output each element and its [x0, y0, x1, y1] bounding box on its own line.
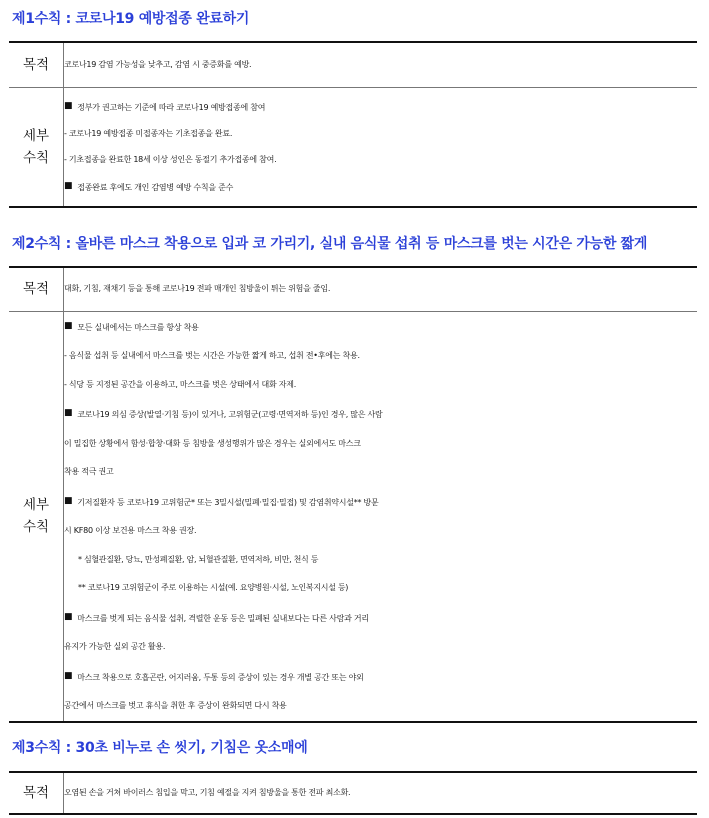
list-item: - 식당 등 지정된 공간을 이용하고, 마스크를 벗은 상태에서 대화 자제. [64, 379, 297, 389]
list-item: ■ 정부가 권고하는 기준에 따라 코로나19 예방접종에 참여 [64, 100, 266, 112]
list-item: 시 KF80 이상 보건용 마스크 착용 권장. [64, 526, 197, 535]
rule-3-heading: 제3수칙 : 30초 비누로 손 씻기, 기침은 옷소매에 [12, 740, 308, 756]
footnote: ** 코로나19 고위험군이 주로 이용하는 시설(예. 요양병원·시설, 노인복지시설 등) [78, 583, 349, 592]
list-item: ■ 코로나19 의심 증상(발열·기침 등)이 있거나, 고위험군(고령·면역저하 등)인 경우, 많은 사람 [64, 408, 383, 419]
bullet-icon: ■ [64, 100, 73, 111]
detail-row [9, 87, 697, 207]
detail-label: 세부 수칙 [9, 311, 64, 722]
bullet-icon: ■ [64, 180, 73, 191]
bullet-icon: ■ [64, 495, 73, 506]
rule-1-table [9, 41, 697, 208]
list-item: 착용 적극 권고 [64, 467, 114, 476]
purpose-label: 목적 [9, 772, 64, 814]
rule-3-table [9, 771, 697, 815]
list-item: ■ 마스크를 벗게 되는 음식물 섭취, 격렬한 운동 등은 밀폐된 실내보다는 다른 사람과 거리 [64, 611, 369, 623]
list-item: - 코로나19 예방접종 미접종자는 기초접종을 완료. [64, 128, 233, 138]
purpose-text: 오염된 손을 거쳐 바이러스 침입을 막고, 기침 예절을 지켜 침방울을 통한 전파 최소화. [64, 788, 351, 797]
detail-row [9, 311, 697, 722]
purpose-row [9, 772, 697, 814]
rule-1-heading: 제1수칙 : 코로나19 예방접종 완료하기 [12, 11, 250, 27]
bullet-icon: ■ [64, 408, 73, 418]
list-item: 이 밀집한 상황에서 함성·합창·대화 등 침방울 생성행위가 많은 경우는 실외에서도 마스크 [64, 438, 361, 448]
list-item: ■ 마스크 착용으로 호흡곤란, 어지러움, 두통 등의 증상이 있는 경우 개별 공간 또는 야외 [64, 670, 364, 682]
list-item: ■ 기저질환자 등 코로나19 고위험군* 또는 3밀시설(밀폐·밀집·밀접) 및 감염취약시설** 방문 [64, 495, 379, 507]
purpose-row [9, 267, 697, 311]
footnote: * 심혈관질환, 당뇨, 만성폐질환, 암, 뇌혈관질환, 면역저하, 비만, 천식 등 [78, 554, 319, 564]
detail-label: 세부 수칙 [9, 87, 64, 207]
purpose-text: 대화, 기침, 재채기 등을 통해 코로나19 전파 매개인 침방울이 튀는 위험을 줄임. [64, 284, 331, 294]
list-item: 공간에서 마스크를 벗고 휴식을 취한 후 증상이 완화되면 다시 착용 [64, 701, 287, 710]
purpose-label: 목적 [9, 42, 64, 87]
list-item: 유지가 가능한 실외 공간 활용. [64, 642, 166, 651]
purpose-text: 코로나19 감염 가능성을 낮추고, 감염 시 중증화를 예방. [64, 59, 252, 69]
purpose-label: 목적 [9, 267, 64, 311]
list-item: ■ 모든 실내에서는 마스크를 항상 착용 [64, 320, 199, 332]
list-item: ■ 접종완료 후에도 개인 감염병 예방 수칙을 준수 [64, 180, 234, 192]
bullet-icon: ■ [64, 611, 73, 622]
bullet-icon: ■ [64, 670, 73, 681]
purpose-row [9, 42, 697, 87]
rule-2-heading: 제2수칙 : 올바른 마스크 착용으로 입과 코 가리기, 실내 음식물 섭취 등 마스크를 벗는 시간은 가능한 짧게 [12, 236, 648, 252]
rule-2-table [9, 266, 697, 723]
list-item: - 기초접종을 완료한 18세 이상 성인은 동절기 추가접종에 참여. [64, 154, 277, 164]
bullet-icon: ■ [64, 320, 73, 331]
list-item: - 음식물 섭취 등 실내에서 마스크를 벗는 시간은 가능한 짧게 하고, 섭취 전•후에는 착용. [64, 351, 360, 360]
